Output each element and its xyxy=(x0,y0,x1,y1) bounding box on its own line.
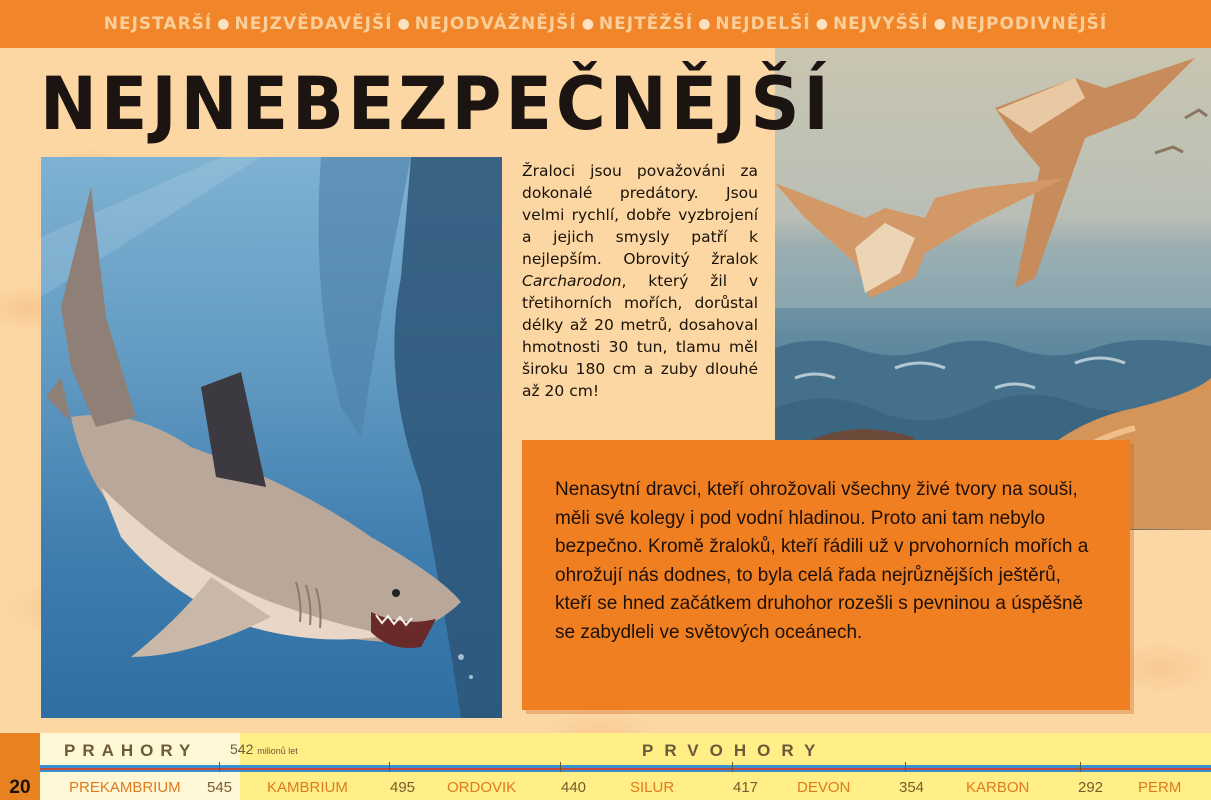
mya-value: 542 xyxy=(230,741,254,757)
timeline-tick xyxy=(905,762,906,772)
nav-item-nejvyssi[interactable]: NEJVYŠŠÍ xyxy=(832,14,929,34)
period-kambrium: KAMBRIUM xyxy=(267,779,348,796)
intro-text-part1: Žraloci jsou považováni za dokonalé predátory. Jsou velmi rychlí, dobře vyzbrojení a jejich smysly patří k nejlepším. Obrovitý žralok xyxy=(522,162,758,268)
category-nav-bar xyxy=(0,0,1211,48)
mya-label xyxy=(230,741,298,757)
era-label-prvohory: PRVOHORY xyxy=(642,741,827,760)
timeline-tick xyxy=(1080,762,1081,772)
nav-item-nejdelsi[interactable]: NEJDELŠÍ xyxy=(715,14,811,34)
period-boundary: 417 xyxy=(733,779,759,796)
mya-unit: milionů let xyxy=(257,746,298,756)
period-karbon: KARBON xyxy=(966,779,1030,796)
nav-item-nejpodivnejsi[interactable]: NEJPODIVNĚJŠÍ xyxy=(950,14,1108,34)
period-boundary: 545 xyxy=(207,779,233,796)
info-box-text: Nenasytní dravci, kteří ohrožovali všechny živé tvory na souši, měli své kolegy i pod vodní hladinou. Proto ani tam nebylo bezpečno. Kromě žraloků, kteří řádili už v prvohorních mořích a ohrožují nás dodnes, to byla celá řada nejrůznějších ještěrů, kteří se hned začátkem druhohor rozešli s pevninou a úspěšně se zabydleli ve světových oceánech. xyxy=(555,479,1089,643)
nav-separator: ● xyxy=(581,16,594,32)
nav-item-nejtezsi[interactable]: NEJTĚŽŠÍ xyxy=(598,14,694,34)
nav-separator: ● xyxy=(698,16,711,32)
period-boundary: 440 xyxy=(561,779,587,796)
nav-item-nejstarsi[interactable]: NEJSTARŠÍ xyxy=(103,14,213,34)
nav-separator: ● xyxy=(397,16,410,32)
period-devon: DEVON xyxy=(797,779,851,796)
timeline-tick xyxy=(732,762,733,772)
nav-item-nejzvedavejsi[interactable]: NEJZVĚDAVĚJŠÍ xyxy=(234,14,393,34)
intro-species-name: Carcharodon xyxy=(522,272,622,290)
period-silur: SILUR xyxy=(630,779,675,796)
era-label-prahory: PRAHORY xyxy=(64,741,198,760)
period-boundary: 292 xyxy=(1078,779,1104,796)
timeline-tick xyxy=(389,762,390,772)
intro-text-part2: , který žil v třetihorních mořích, dorůstal délky až 20 metrů, dosahoval hmotnosti 30 tun, tlamu měl široku 180 cm a zuby dlouhé až 20 cm! xyxy=(522,272,758,400)
period-boundary: 354 xyxy=(899,779,925,796)
period-boundary: 495 xyxy=(390,779,416,796)
intro-paragraph xyxy=(522,160,758,402)
shark-illustration xyxy=(41,157,502,718)
page-title: NEJNEBEZPEČNĚJŠÍ xyxy=(40,62,833,148)
nav-separator: ● xyxy=(933,16,946,32)
timeline-line xyxy=(40,770,1211,772)
page-number: 20 xyxy=(9,777,31,798)
nav-item-nejodvaznejsi[interactable]: NEJODVÁŽNĚJŠÍ xyxy=(414,14,577,34)
geologic-timeline xyxy=(0,733,1211,800)
period-perm: PERM xyxy=(1138,779,1182,796)
nav-separator: ● xyxy=(217,16,230,32)
timeline-tick xyxy=(219,762,220,772)
info-box xyxy=(522,440,1130,710)
timeline-tick xyxy=(560,762,561,772)
period-prekambrium: PREKAMBRIUM xyxy=(69,779,181,796)
nav-separator: ● xyxy=(815,16,828,32)
period-ordovik: ORDOVIK xyxy=(447,779,517,796)
